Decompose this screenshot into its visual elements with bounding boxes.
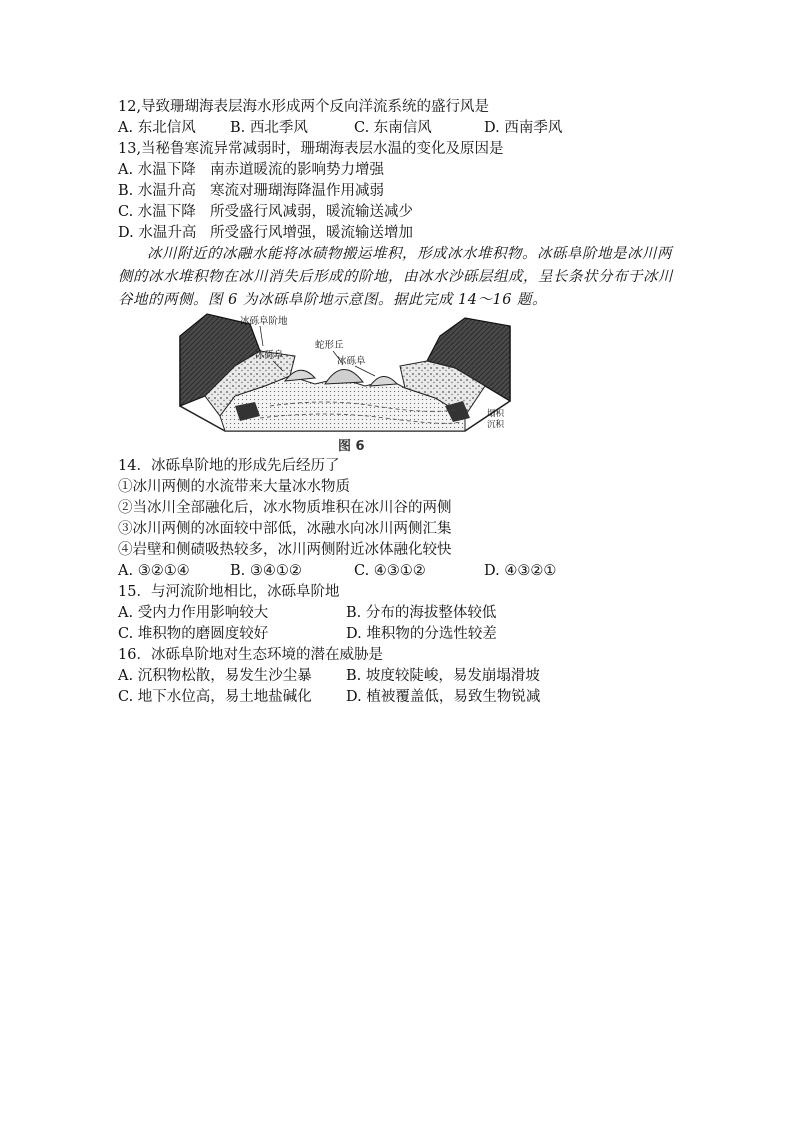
q16-option-c: C. 地下水位高，易土地盐碱化 bbox=[118, 689, 312, 705]
q13-option-a bbox=[118, 160, 384, 180]
q15-option-d: D. 堆积物的分选性较差 bbox=[346, 626, 497, 642]
label-esker: 蛇形丘 bbox=[315, 340, 344, 351]
q14-option-c: C. ④③①② bbox=[354, 563, 426, 579]
q16-options-row-1 bbox=[118, 666, 540, 686]
q12-option-d: D. 西南季风 bbox=[484, 120, 563, 136]
q14-item-4: ④岩壁和侧碛吸热较多，冰川两侧附近冰体融化较快 bbox=[118, 542, 452, 558]
label-kame-left: 冰砾阜 bbox=[255, 350, 284, 361]
q13-option-a-key: A. 水温下降 bbox=[118, 162, 196, 178]
valley-diagram bbox=[165, 306, 530, 456]
kame-mound-right bbox=[370, 376, 397, 386]
q14-option-a: A. ③②①④ bbox=[118, 563, 190, 579]
q16-option-b: B. 坡度较陡峻，易发崩塌滑坡 bbox=[346, 668, 540, 684]
label-kame-terrace: 冰砾阜阶地 bbox=[240, 316, 288, 327]
q15-option-b: B. 分布的海拔整体较低 bbox=[346, 605, 497, 621]
label-kame-right: 冰砾阜 bbox=[337, 356, 366, 367]
q14-options bbox=[118, 561, 556, 581]
q12-stem: 12,导致珊瑚海表层海水形成两个反向洋流系统的盛行风是 bbox=[118, 99, 490, 115]
material-intro-text: 冰川附近的冰融水能将冰碛物搬运堆积，形成冰水堆积物。冰砾阜阶地是冰川两侧的冰水堆积物在冰川消失后形成的阶地，由冰水沙砾层组成，呈长条状分布于冰川谷地的两侧。图 6 为冰砾阜阶地示意图。据此完成 14～16 题。 bbox=[118, 246, 673, 308]
q13-option-b bbox=[118, 181, 384, 201]
q15-stem: 15．与河流阶地相比，冰砾阜阶地 bbox=[118, 584, 340, 600]
esker-ridge bbox=[325, 369, 363, 384]
q13-option-c-text: 所受盛行风减弱，暖流输送减少 bbox=[210, 204, 413, 220]
label-slope-deposit-1: 塌积 bbox=[487, 409, 505, 419]
q12-option-a: A. 东北信风 bbox=[118, 120, 196, 136]
figure-6 bbox=[165, 306, 530, 456]
q13-option-b-text: 寒流对珊瑚海降温作用减弱 bbox=[210, 183, 384, 199]
q14-item-1: ①冰川两侧的水流带来大量冰水物质 bbox=[118, 479, 350, 495]
label-slope-deposit-2: 沉积 bbox=[487, 420, 505, 430]
q16-options-row-2 bbox=[118, 687, 540, 707]
material-intro bbox=[118, 243, 683, 312]
q14-option-d: D. ④③②① bbox=[484, 563, 557, 579]
q13-option-d-key: D. 水温升高 bbox=[118, 225, 197, 241]
q12-options bbox=[118, 118, 562, 138]
q14-item-3: ③冰川两侧的冰面较中部低，冰融水向冰川两侧汇集 bbox=[118, 521, 452, 537]
q13-option-b-key: B. 水温升高 bbox=[118, 183, 196, 199]
q13-option-d bbox=[118, 223, 413, 243]
q12-option-c: C. 东南信风 bbox=[354, 120, 432, 136]
q15-options-row-1 bbox=[118, 603, 496, 623]
q14-stem: 14．冰砾阜阶地的形成先后经历了 bbox=[118, 458, 340, 474]
q16-option-a: A. 沉积物松散，易发生沙尘暴 bbox=[118, 668, 312, 684]
q14-item-2: ②当冰川全部融化后，冰水物质堆积在冰川谷的两侧 bbox=[118, 500, 452, 516]
q13-option-c bbox=[118, 202, 413, 222]
q13-option-d-text: 所受盛行风增强，暖流输送增加 bbox=[210, 225, 413, 241]
q12-option-b: B. 西北季风 bbox=[230, 120, 308, 136]
q15-option-c: C. 堆积物的磨圆度较好 bbox=[118, 626, 269, 642]
q13-option-a-text: 南赤道暖流的影响势力增强 bbox=[210, 162, 384, 178]
q16-option-d: D. 植被覆盖低，易致生物锐减 bbox=[346, 689, 541, 705]
q14-option-b: B. ③④①② bbox=[230, 563, 302, 579]
q15-options-row-2 bbox=[118, 624, 497, 644]
figure-caption: 图 6 bbox=[338, 439, 365, 454]
q16-stem: 16．冰砾阜阶地对生态环境的潜在威胁是 bbox=[118, 647, 383, 663]
q13-option-c-key: C. 水温下降 bbox=[118, 204, 196, 220]
q13-stem: 13,当秘鲁寒流异常减弱时，珊瑚海表层水温的变化及原因是 bbox=[118, 141, 504, 157]
q15-option-a: A. 受内力作用影响较大 bbox=[118, 605, 269, 621]
